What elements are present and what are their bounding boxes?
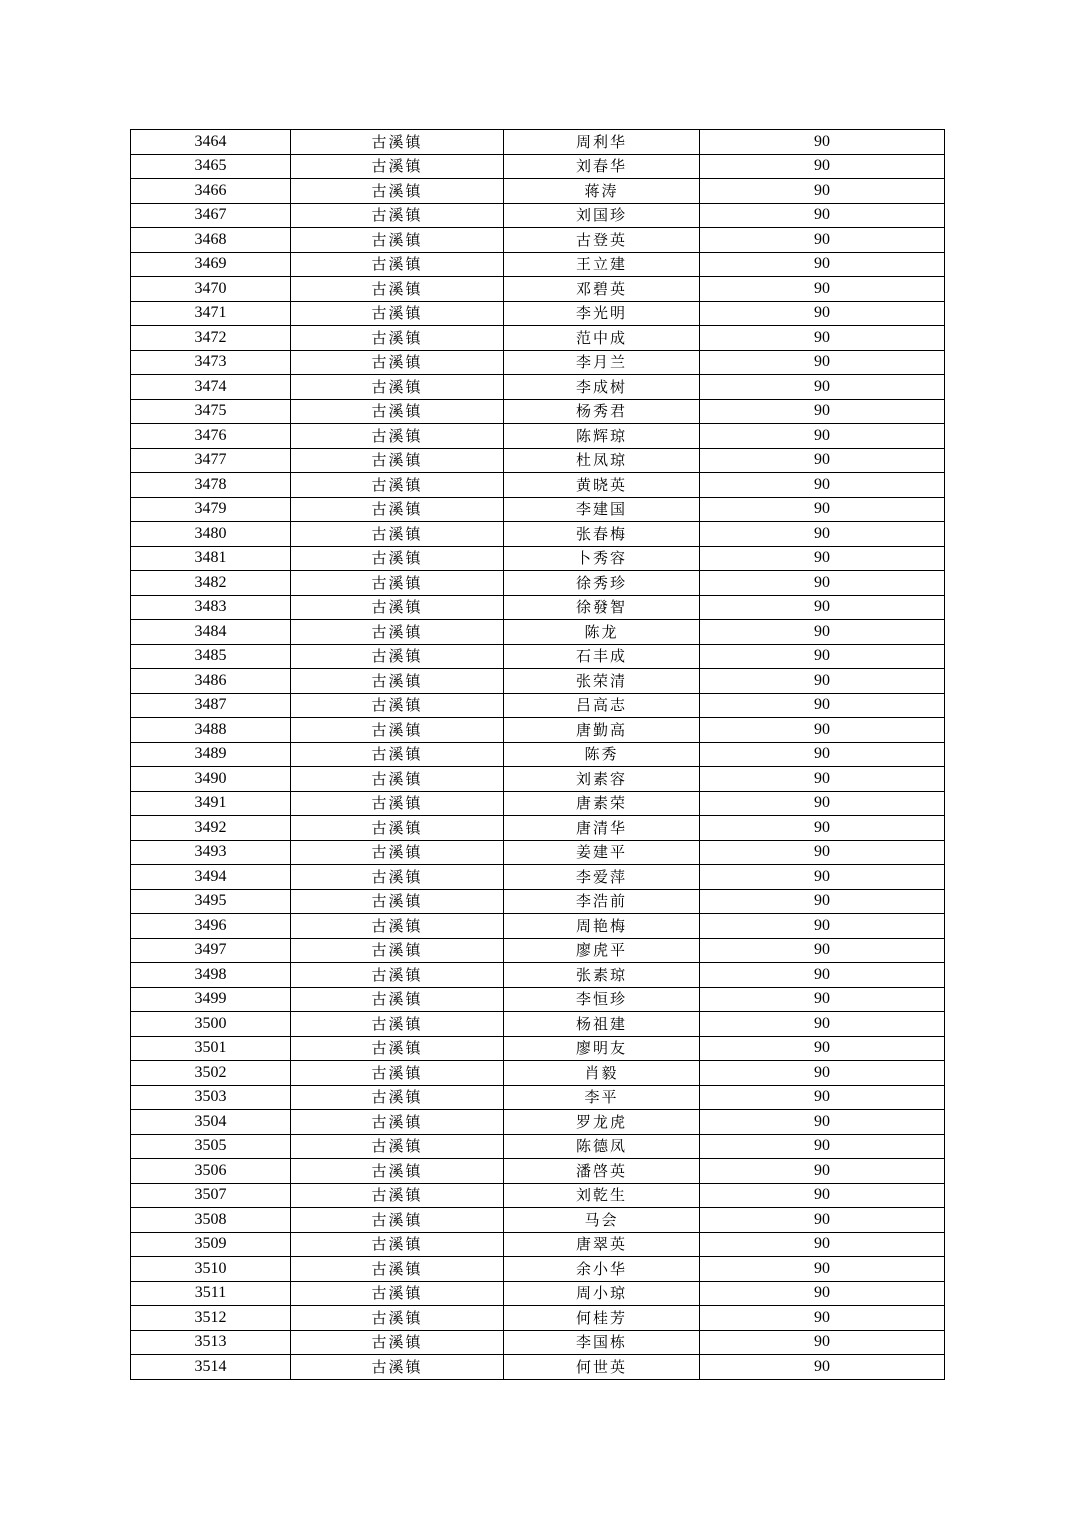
cell-amount: 90 [700,1183,945,1208]
cell-serial-number: 3504 [131,1110,291,1135]
cell-serial-number: 3484 [131,620,291,645]
cell-town: 古溪镇 [291,1330,504,1355]
table-row [131,1281,945,1306]
cell-amount: 90 [700,644,945,669]
cell-person-name: 李平 [504,1085,700,1110]
cell-person-name: 唐清华 [504,816,700,841]
table-row [131,1110,945,1135]
table-row [131,546,945,571]
cell-serial-number: 3511 [131,1281,291,1306]
cell-amount: 90 [700,840,945,865]
cell-amount: 90 [700,1355,945,1380]
table-row [131,840,945,865]
cell-amount: 90 [700,1257,945,1282]
cell-person-name: 徐發智 [504,595,700,620]
cell-person-name: 杨祖建 [504,1012,700,1037]
table-row [131,326,945,351]
cell-person-name: 肖毅 [504,1061,700,1086]
cell-amount: 90 [700,816,945,841]
cell-amount: 90 [700,203,945,228]
cell-serial-number: 3482 [131,571,291,596]
cell-serial-number: 3472 [131,326,291,351]
cell-person-name: 古登英 [504,228,700,253]
cell-person-name: 何桂芳 [504,1306,700,1331]
cell-serial-number: 3485 [131,644,291,669]
cell-town: 古溪镇 [291,179,504,204]
subsidy-list-table [130,129,945,1380]
cell-town: 古溪镇 [291,301,504,326]
cell-amount: 90 [700,865,945,890]
cell-town: 古溪镇 [291,1110,504,1135]
cell-serial-number: 3483 [131,595,291,620]
cell-person-name: 廖虎平 [504,938,700,963]
cell-serial-number: 3498 [131,963,291,988]
cell-serial-number: 3481 [131,546,291,571]
cell-serial-number: 3466 [131,179,291,204]
cell-amount: 90 [700,154,945,179]
cell-town: 古溪镇 [291,130,504,155]
cell-amount: 90 [700,620,945,645]
cell-person-name: 唐勤高 [504,718,700,743]
cell-amount: 90 [700,448,945,473]
cell-serial-number: 3494 [131,865,291,890]
cell-serial-number: 3507 [131,1183,291,1208]
cell-town: 古溪镇 [291,767,504,792]
cell-person-name: 李光明 [504,301,700,326]
table-row [131,203,945,228]
cell-serial-number: 3508 [131,1208,291,1233]
cell-person-name: 刘春华 [504,154,700,179]
cell-town: 古溪镇 [291,277,504,302]
cell-amount: 90 [700,1085,945,1110]
cell-town: 古溪镇 [291,1355,504,1380]
table-row [131,375,945,400]
cell-town: 古溪镇 [291,914,504,939]
table-row [131,1306,945,1331]
cell-person-name: 李恒珍 [504,987,700,1012]
cell-person-name: 周小琼 [504,1281,700,1306]
table-row [131,718,945,743]
cell-amount: 90 [700,1330,945,1355]
cell-town: 古溪镇 [291,889,504,914]
cell-amount: 90 [700,1110,945,1135]
table-row [131,252,945,277]
cell-town: 古溪镇 [291,1085,504,1110]
cell-serial-number: 3487 [131,693,291,718]
cell-amount: 90 [700,963,945,988]
table-row [131,742,945,767]
cell-person-name: 王立建 [504,252,700,277]
table-row [131,914,945,939]
table-row [131,669,945,694]
cell-serial-number: 3490 [131,767,291,792]
cell-town: 古溪镇 [291,620,504,645]
cell-town: 古溪镇 [291,816,504,841]
cell-serial-number: 3500 [131,1012,291,1037]
cell-serial-number: 3512 [131,1306,291,1331]
cell-town: 古溪镇 [291,865,504,890]
cell-person-name: 唐翠英 [504,1232,700,1257]
cell-serial-number: 3475 [131,399,291,424]
table-row [131,497,945,522]
table-row [131,301,945,326]
cell-town: 古溪镇 [291,228,504,253]
cell-amount: 90 [700,326,945,351]
cell-person-name: 唐素荣 [504,791,700,816]
cell-town: 古溪镇 [291,669,504,694]
cell-town: 古溪镇 [291,1061,504,1086]
cell-town: 古溪镇 [291,424,504,449]
cell-town: 古溪镇 [291,1183,504,1208]
table-row [131,154,945,179]
cell-town: 古溪镇 [291,963,504,988]
cell-amount: 90 [700,130,945,155]
cell-amount: 90 [700,1159,945,1184]
cell-amount: 90 [700,1208,945,1233]
table-row [131,889,945,914]
table-row [131,1355,945,1380]
table-row [131,473,945,498]
table-row [131,1085,945,1110]
cell-serial-number: 3464 [131,130,291,155]
cell-town: 古溪镇 [291,1208,504,1233]
cell-person-name: 邓碧英 [504,277,700,302]
cell-person-name: 刘乾生 [504,1183,700,1208]
cell-person-name: 余小华 [504,1257,700,1282]
cell-town: 古溪镇 [291,1306,504,1331]
cell-serial-number: 3510 [131,1257,291,1282]
table-row [131,693,945,718]
table-row [131,1159,945,1184]
cell-person-name: 陈秀 [504,742,700,767]
cell-amount: 90 [700,546,945,571]
cell-serial-number: 3467 [131,203,291,228]
cell-town: 古溪镇 [291,1159,504,1184]
cell-serial-number: 3503 [131,1085,291,1110]
cell-amount: 90 [700,791,945,816]
cell-amount: 90 [700,350,945,375]
cell-amount: 90 [700,742,945,767]
cell-serial-number: 3479 [131,497,291,522]
cell-person-name: 何世英 [504,1355,700,1380]
cell-person-name: 杜凤琼 [504,448,700,473]
table-row [131,620,945,645]
table-row [131,277,945,302]
table-row [131,399,945,424]
cell-person-name: 李成树 [504,375,700,400]
cell-serial-number: 3497 [131,938,291,963]
table-row [131,1061,945,1086]
table-row [131,644,945,669]
table-row [131,938,945,963]
cell-person-name: 马会 [504,1208,700,1233]
cell-serial-number: 3491 [131,791,291,816]
cell-town: 古溪镇 [291,595,504,620]
cell-town: 古溪镇 [291,522,504,547]
cell-person-name: 周利华 [504,130,700,155]
cell-person-name: 李爱萍 [504,865,700,890]
cell-serial-number: 3469 [131,252,291,277]
cell-amount: 90 [700,693,945,718]
cell-serial-number: 3473 [131,350,291,375]
cell-town: 古溪镇 [291,546,504,571]
cell-serial-number: 3478 [131,473,291,498]
table-row [131,816,945,841]
cell-person-name: 姜建平 [504,840,700,865]
cell-serial-number: 3513 [131,1330,291,1355]
cell-serial-number: 3488 [131,718,291,743]
cell-amount: 90 [700,595,945,620]
cell-amount: 90 [700,1306,945,1331]
cell-serial-number: 3486 [131,669,291,694]
cell-person-name: 李国栋 [504,1330,700,1355]
cell-town: 古溪镇 [291,1257,504,1282]
cell-town: 古溪镇 [291,1036,504,1061]
cell-town: 古溪镇 [291,326,504,351]
cell-person-name: 张素琼 [504,963,700,988]
cell-serial-number: 3474 [131,375,291,400]
cell-amount: 90 [700,1012,945,1037]
cell-town: 古溪镇 [291,252,504,277]
cell-person-name: 范中成 [504,326,700,351]
cell-town: 古溪镇 [291,1281,504,1306]
cell-serial-number: 3480 [131,522,291,547]
cell-amount: 90 [700,767,945,792]
cell-person-name: 黄晓英 [504,473,700,498]
cell-town: 古溪镇 [291,1232,504,1257]
cell-amount: 90 [700,1134,945,1159]
cell-serial-number: 3471 [131,301,291,326]
cell-person-name: 石丰成 [504,644,700,669]
table-row [131,1232,945,1257]
table-body [131,130,945,1380]
cell-serial-number: 3506 [131,1159,291,1184]
cell-serial-number: 3514 [131,1355,291,1380]
table-row [131,1257,945,1282]
cell-town: 古溪镇 [291,571,504,596]
table-row [131,1183,945,1208]
table-row [131,179,945,204]
cell-town: 古溪镇 [291,375,504,400]
cell-person-name: 李浩前 [504,889,700,914]
cell-serial-number: 3501 [131,1036,291,1061]
cell-serial-number: 3502 [131,1061,291,1086]
cell-town: 古溪镇 [291,693,504,718]
table-row [131,1330,945,1355]
cell-person-name: 徐秀珍 [504,571,700,596]
cell-town: 古溪镇 [291,840,504,865]
cell-town: 古溪镇 [291,350,504,375]
cell-person-name: 刘国珍 [504,203,700,228]
cell-amount: 90 [700,571,945,596]
cell-person-name: 陈龙 [504,620,700,645]
cell-town: 古溪镇 [291,203,504,228]
cell-serial-number: 3492 [131,816,291,841]
table-row [131,228,945,253]
cell-person-name: 李月兰 [504,350,700,375]
cell-person-name: 廖明友 [504,1036,700,1061]
table-row [131,522,945,547]
cell-person-name: 吕高志 [504,693,700,718]
cell-amount: 90 [700,399,945,424]
cell-person-name: 李建国 [504,497,700,522]
cell-town: 古溪镇 [291,448,504,473]
document-table-container [130,129,944,1380]
table-row [131,130,945,155]
cell-town: 古溪镇 [291,473,504,498]
table-row [131,350,945,375]
cell-amount: 90 [700,252,945,277]
cell-amount: 90 [700,228,945,253]
cell-serial-number: 3496 [131,914,291,939]
cell-town: 古溪镇 [291,1012,504,1037]
cell-amount: 90 [700,938,945,963]
table-row [131,1012,945,1037]
cell-person-name: 周艳梅 [504,914,700,939]
cell-serial-number: 3509 [131,1232,291,1257]
cell-serial-number: 3499 [131,987,291,1012]
cell-amount: 90 [700,889,945,914]
cell-amount: 90 [700,277,945,302]
cell-amount: 90 [700,914,945,939]
cell-person-name: 陈德凤 [504,1134,700,1159]
cell-person-name: 张荣清 [504,669,700,694]
cell-town: 古溪镇 [291,742,504,767]
table-row [131,963,945,988]
table-row [131,448,945,473]
cell-amount: 90 [700,1281,945,1306]
cell-person-name: 杨秀君 [504,399,700,424]
cell-serial-number: 3495 [131,889,291,914]
cell-amount: 90 [700,497,945,522]
cell-amount: 90 [700,522,945,547]
cell-amount: 90 [700,669,945,694]
cell-serial-number: 3493 [131,840,291,865]
cell-amount: 90 [700,424,945,449]
table-row [131,424,945,449]
table-row [131,1036,945,1061]
cell-serial-number: 3505 [131,1134,291,1159]
cell-person-name: 蒋涛 [504,179,700,204]
table-row [131,1208,945,1233]
cell-town: 古溪镇 [291,644,504,669]
cell-serial-number: 3489 [131,742,291,767]
cell-amount: 90 [700,375,945,400]
table-row [131,1134,945,1159]
cell-amount: 90 [700,301,945,326]
cell-person-name: 张春梅 [504,522,700,547]
cell-town: 古溪镇 [291,1134,504,1159]
cell-town: 古溪镇 [291,791,504,816]
table-row [131,865,945,890]
cell-amount: 90 [700,1061,945,1086]
cell-amount: 90 [700,718,945,743]
table-row [131,571,945,596]
cell-amount: 90 [700,1232,945,1257]
cell-serial-number: 3468 [131,228,291,253]
cell-town: 古溪镇 [291,154,504,179]
cell-person-name: 罗龙虎 [504,1110,700,1135]
cell-serial-number: 3477 [131,448,291,473]
cell-amount: 90 [700,1036,945,1061]
cell-serial-number: 3465 [131,154,291,179]
cell-person-name: 刘素容 [504,767,700,792]
table-row [131,595,945,620]
cell-person-name: 陈辉琼 [504,424,700,449]
cell-town: 古溪镇 [291,718,504,743]
cell-person-name: 潘啓英 [504,1159,700,1184]
cell-amount: 90 [700,473,945,498]
table-row [131,767,945,792]
cell-amount: 90 [700,987,945,1012]
cell-town: 古溪镇 [291,497,504,522]
cell-amount: 90 [700,179,945,204]
table-row [131,791,945,816]
table-row [131,987,945,1012]
cell-town: 古溪镇 [291,938,504,963]
cell-serial-number: 3470 [131,277,291,302]
cell-town: 古溪镇 [291,987,504,1012]
cell-serial-number: 3476 [131,424,291,449]
cell-person-name: 卜秀容 [504,546,700,571]
cell-town: 古溪镇 [291,399,504,424]
